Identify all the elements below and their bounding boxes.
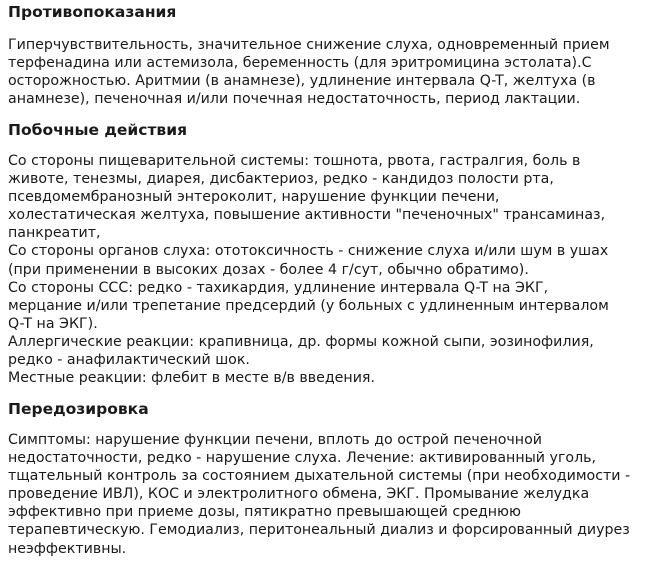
text-line: Местные реакции: флебит в месте в/в введения. [8, 370, 375, 387]
section-body-overdose [8, 431, 630, 558]
text-line: анамнезе), печеночная и/или почечная недостаточность, период лактации. [8, 91, 581, 108]
text-line: недостаточности, редко - нарушение слуха. Лечение: активированный уголь, [8, 450, 597, 467]
text-line: Со стороны пищеварительной системы: тошнота, рвота, гастралгия, боль в [8, 153, 581, 169]
text-line: Со стороны ССС: редко - тахикардия, удлинение интервала Q-T на ЭКГ, [8, 279, 549, 296]
text-line: терапевтическую. Гемодиализ, перитонеальный диализ и форсированный диурез [8, 522, 630, 539]
text-line: псевдомембранозный энтероколит, нарушение функции печени, [8, 189, 500, 206]
text-line: Со стороны органов слуха: ототоксичность - снижение слуха и/или шум в ушах [8, 243, 609, 260]
text-line: редко - анафилактический шок. [8, 352, 250, 369]
text-line: проведение ИВЛ), КОС и электролитного обмена, ЭКГ. Промывание желудка [8, 486, 590, 503]
text-line: Симптомы: нарушение функции печени, вплоть до острой печеночной [8, 432, 542, 448]
text-line: холестатическая желтуха, повышение активности "печеночных" трансаминаз, [8, 207, 606, 224]
section-title-contraindications: Противопоказания [8, 3, 177, 21]
text-line: неэффективны. [8, 540, 127, 557]
text-line: Q-T на ЭКГ). [8, 315, 98, 332]
text-line: Аллергические реакции: крапивница, др. формы кожной сыпи, эозинофилия, [8, 333, 594, 350]
text-line: осторожностью. Аритмии (в анамнезе), удлинение интервала Q-T, желтуха (в [8, 73, 596, 90]
text-line: терфенадина или астемизола, беременность (для эритромицина эстолата).С [8, 55, 592, 72]
text-line: эффективно при приеме дозы, пятикратно превышающей среднюю [8, 504, 521, 521]
section-title-overdose: Передозировка [8, 400, 149, 418]
text-line: мерцание и/или трепетание предсердий (у больных с удлиненным интервалом [8, 297, 609, 314]
text-line: панкреатит, [8, 225, 101, 242]
text-line: (при применении в высоких дозах - более 4 г/сут, обычно обратимо). [8, 261, 529, 278]
text-line: тщательный контроль за состоянием дыхательной системы (при необходимости - [8, 468, 631, 485]
text-line: животе, тенезмы, диарея, дисбактериоз, редко - кандидоз полости рта, [8, 171, 554, 188]
section-title-side-effects: Побочные действия [8, 121, 188, 139]
section-body-side-effects [8, 152, 609, 387]
text-line: Гиперчувствительность, значительное снижение слуха, одновременный прием [8, 37, 610, 53]
section-body-contraindications [8, 36, 610, 108]
